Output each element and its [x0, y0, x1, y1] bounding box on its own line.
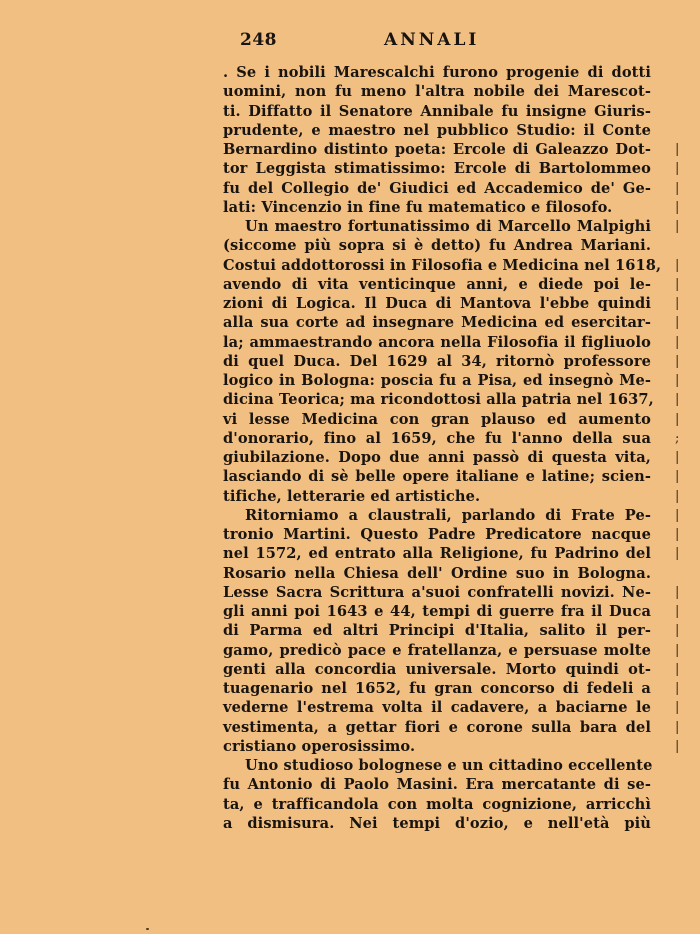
margin-mark: | [675, 276, 680, 292]
margin-mark [675, 814, 685, 833]
margin-mark: | [675, 142, 680, 157]
margin-mark: | [675, 373, 680, 388]
text-line: vestimenta, a gettar fiori e corone sulla bara del [223, 718, 651, 736]
margin-mark [675, 564, 685, 583]
text-line: cristiano operosissimo. [223, 737, 416, 755]
text-line: tronio Martini. Questo Padre Predicatore nacque [223, 526, 651, 543]
text-line: Un maestro fortunatissimo di Marcello Malpighi [245, 218, 651, 235]
text-line: giubilazione. Dopo due anni passò di questa vita, [223, 449, 651, 466]
margin-mark: | [675, 450, 680, 465]
margin-mark: | [675, 584, 680, 600]
margin-mark: | [675, 199, 680, 215]
text-line: Lesse Sacra Scrittura a'suoi confratelli novizi. Ne- [223, 583, 651, 601]
margin-mark [675, 236, 685, 255]
margin-mark [675, 82, 685, 101]
margin-mark: | [675, 719, 680, 735]
margin-mark: | [675, 469, 680, 485]
text-line: Ritorniamo a claustrali, parlando di Frate Pe- [245, 506, 651, 524]
text-line: a dismisura. Nei tempi d'ozio, e nell'età più [223, 814, 651, 832]
text-line: di quel Duca. Del 1629 al 34, ritornò professore [223, 352, 651, 370]
text-line: lasciando di sè belle opere italiane e latine; scien- [223, 468, 651, 486]
margin-mark: | [675, 353, 680, 369]
text-line: prudente, e maestro nel pubblico Studio: il Conte [223, 121, 651, 139]
text-line: ta, e trafficandola con molta cognizione, arricchì [223, 795, 651, 813]
margin-mark [675, 795, 685, 814]
margin-mark [675, 102, 685, 121]
text-line: Rosario nella Chiesa dell' Ordine suo in Bologna. [223, 564, 651, 582]
page-number: 248 [240, 30, 277, 50]
margin-marks [675, 63, 685, 833]
text-line: . Se i nobili Marescalchi furono progenie di dotti [223, 64, 651, 81]
margin-mark [675, 121, 685, 140]
text-line: genti alla concordia universale. Morto quindi ot- [223, 660, 651, 678]
text-line: fu Antonio di Paolo Masini. Era mercatante di se- [223, 776, 651, 794]
margin-mark: | [675, 488, 680, 504]
text-line: avendo di vita venticinque anni, e diede poi le- [223, 275, 651, 293]
margin-mark: | [675, 604, 680, 619]
text-line: alla sua corte ad insegnare Medicina ed esercitar- [223, 314, 651, 332]
text-line: fu del Collegio de' Giudici ed Accademico de' Ge- [223, 179, 651, 197]
text-line: uomini, non fu meno l'altra nobile dei Marescot- [223, 83, 651, 101]
text-line: gamo, predicò pace e fratellanza, e persuase molte [223, 641, 651, 659]
text-line: d'onorario, fino al 1659, che fu l'anno della sua [223, 429, 651, 447]
text-line: tifiche, letterarie ed artistiche. [223, 487, 481, 505]
text-line: Bernardino distinto poeta: Ercole di Galeazzo Dot- [223, 141, 651, 158]
margin-mark: | [675, 546, 680, 562]
margin-mark: | [675, 623, 680, 639]
margin-mark: | [675, 700, 680, 716]
text-line: logico in Bologna: poscia fu a Pisa, ed insegnò Me- [223, 372, 651, 389]
paper-speck [146, 928, 149, 930]
margin-mark: | [675, 738, 680, 754]
margin-mark: | [675, 411, 680, 427]
margin-mark [675, 63, 685, 82]
text-line: zioni di Logica. Il Duca di Mantova l'ebbe quindi [223, 295, 651, 312]
text-line: (siccome più sopra si è detto) fu Andrea Mariani. [223, 237, 651, 255]
margin-mark: | [675, 334, 680, 350]
text-line: tor Leggista stimatissimo: Ercole di Bartolommeo [223, 160, 651, 178]
margin-mark: | [675, 296, 680, 311]
margin-mark: | [675, 681, 680, 696]
text-line: dicina Teorica; ma ricondottosi alla patria nel 1637, [223, 391, 654, 409]
margin-mark: | [675, 219, 680, 234]
text-line: di Parma ed altri Principi d'Italia, salito il per- [223, 622, 651, 640]
text-line: ti. Diffatto il Senatore Annibale fu insigne Giuris- [223, 102, 651, 120]
text-line: vederne l'estrema volta il cadavere, a baciarne le [223, 699, 651, 717]
body-text [223, 63, 662, 833]
text-line: tuagenario nel 1652, fu gran concorso di fedeli a [223, 680, 651, 697]
margin-mark: | [675, 315, 680, 331]
margin-mark: | [675, 161, 680, 177]
margin-mark: | [675, 392, 680, 408]
margin-mark [675, 775, 685, 794]
text-line: nel 1572, ed entrato alla Religione, fu Padrino del [223, 545, 651, 563]
margin-mark: | [675, 527, 680, 542]
text-line: Uno studioso bolognese e un cittadino eccellente [245, 757, 653, 774]
page-header [240, 30, 660, 56]
text-line: gli anni poi 1643 e 44, tempi di guerre fra il Duca [223, 603, 651, 620]
text-line: vi lesse Medicina con gran plauso ed aumento [223, 410, 651, 428]
text-line: lati: Vincenzio in fine fu matematico e filosofo. [223, 198, 613, 216]
margin-mark: | [675, 507, 680, 523]
text-line: Costui addottorossi in Filosofia e Medicina nel 1618, [223, 256, 662, 274]
running-head: ANNALI [384, 30, 480, 50]
margin-mark: | [675, 180, 680, 196]
margin-mark: ; [675, 430, 680, 446]
text-line: la; ammaestrando ancora nella Filosofia il figliuolo [223, 333, 651, 351]
margin-mark: | [675, 642, 680, 658]
margin-mark [675, 756, 685, 775]
margin-mark: | [675, 661, 680, 677]
margin-mark: | [675, 257, 680, 273]
